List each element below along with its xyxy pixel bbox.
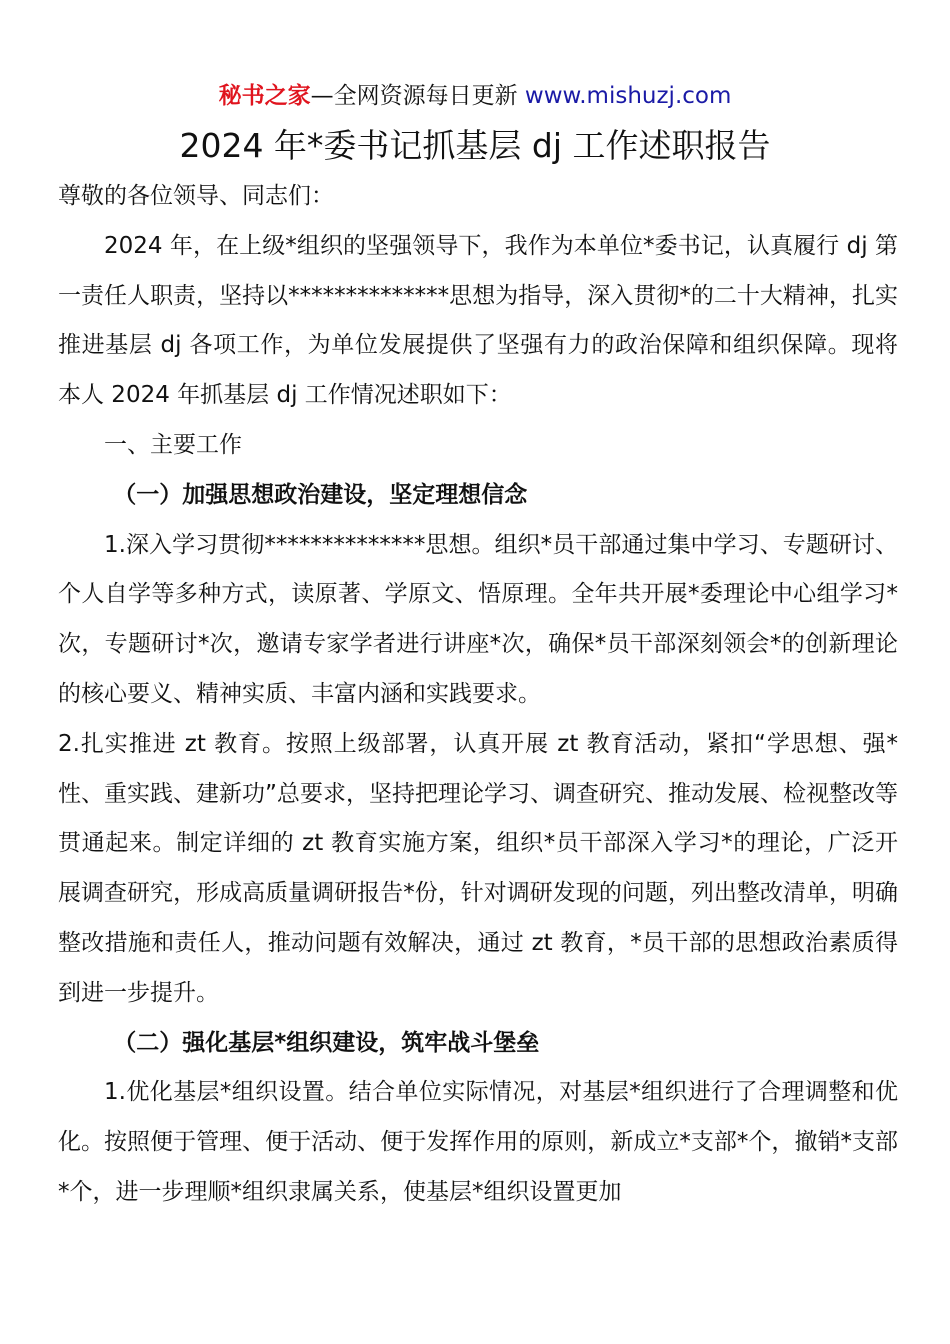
paragraph-2-1: 1.优化基层*组织设置。结合单位实际情况，对基层*组织进行了合理调整和优化。按照便于管理、便于活动、便于发挥作用的原则，新成立*支部*个，撤销*支部*个，进一步理顺*组织隶属关系，使基层*组织设置更加 (58, 1079, 898, 1205)
banner-url[interactable]: www.mishuzj.com (524, 83, 732, 109)
salutation: 尊敬的各位领导、同志们： (58, 183, 334, 209)
subsection-heading-2: （二）强化基层*组织建设，筑牢战斗堡垒 (113, 1029, 540, 1056)
subsection-heading-1: （一）加强思想政治建设，坚定理想信念 (113, 481, 528, 508)
document-body (58, 172, 898, 1218)
site-banner (0, 80, 950, 112)
paragraph-1-2: 2.扎实推进 zt 教育。按照上级部署，认真开展 zt 教育活动，紧扣“学思想、强*性、重实践、建新功”总要求，坚持把理论学习、调查研究、推动发展、检视整改等贯通起来。制定详细的 zt 教育实施方案，组织*员干部深入学习*的理论，广泛开展调查研究，形成高质量调研报告*份，针对调研发现的问题，列出整改清单，明确整改措施和责任人，推动问题有效解决，通过 zt 教育，*员干部的思想政治素质得到进一步提升。 (58, 730, 898, 1006)
document-title: 2024 年*委书记抓基层 dj 工作述职报告 (179, 126, 771, 165)
banner-brand: 秘书之家 (218, 83, 311, 109)
intro-paragraph: 2024 年，在上级*组织的坚强领导下，我作为本单位*委书记，认真履行 dj 第一责任人职责，坚持以**************思想为指导，深入贯彻*的二十大精神，扎实推进基层 dj 各项工作，为单位发展提供了坚强有力的政治保障和组织保障。现将本人 2024 年抓基层 dj 工作情况述职如下： (58, 232, 898, 409)
banner-tagline: —全网资源每日更新 (310, 83, 518, 109)
paragraph-1-1: 1.深入学习贯彻**************思想。组织*员干部通过集中学习、专题研讨、个人自学等多种方式，读原著、学原文、悟原理。全年共开展*委理论中心组学习*次，专题研讨*次，邀请专家学者进行讲座*次，确保*员干部深刻领会*的创新理论的核心要义、精神实质、丰富内涵和实践要求。 (58, 531, 898, 707)
section-heading-main-work: 一、主要工作 (104, 431, 242, 458)
